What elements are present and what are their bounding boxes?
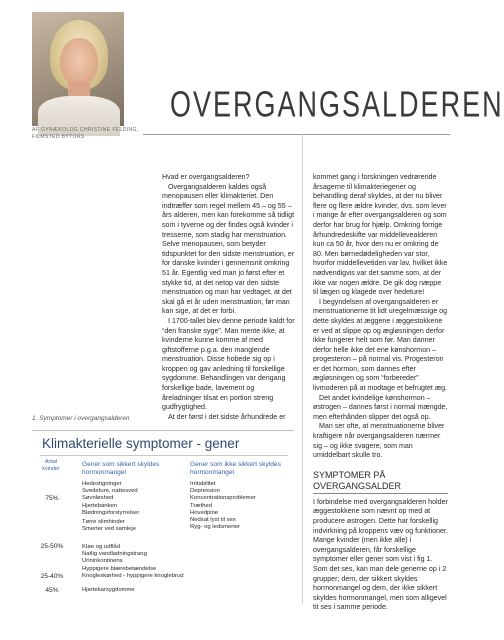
author-byline: AF GYNÆKOLOG CHRISTINE FELDING, FILMSTED BYTORS: [32, 127, 139, 140]
symptom-item: Hjertebanken: [82, 502, 118, 509]
group1-list-e: [82, 587, 282, 594]
page-title: OVERGANGSALDEREN: [170, 84, 504, 125]
symptom-item: Svedeture, nattesved: [82, 488, 138, 495]
pct-25-50: 25-50%: [40, 543, 64, 550]
group2-list: [190, 481, 290, 531]
group1-list-b: [82, 519, 186, 533]
header-group-2: Gener som ikke sikkert skyldes hormonmangel: [190, 461, 281, 476]
article-paragraph: kommet gang i forskningen vedrørende årsagerne til klimakteriegener og behandling deraf skyldes, at der nu bliver flere og flere ældre kvinder, dvs. som lever i mange år efter overgangsalderen og som derfor har brug for hjælp. Omkring forrige århundredeskifte var middellevealderen kun ca 50 år, hvor den nu er omkring de 80. Men børnedødeligheden var stor, hvorfor middellevetiden var lav, hvilket ikke nødvendigvis var det samme som, at der ikke var nogen ældre. De gik dog næppe til lægen og klagede over hedeture!: [313, 173, 448, 297]
symptom-item: Smerter ved samleje: [82, 526, 137, 533]
symptom-item: Tørre slimhinder: [82, 519, 125, 525]
article-paragraph: Det andet kvindelige kønshormon – østrogen – dannes først i normal mængde, men efterhånden slipper det også op.: [313, 393, 448, 421]
symptom-item: Blødningsforstyrrelser: [82, 509, 140, 516]
title-rule: [143, 134, 450, 135]
symptom-item: Nedsat lyst til sex: [190, 517, 236, 524]
group1-list-a: [82, 481, 186, 517]
symptom-item: Depression: [190, 488, 220, 495]
pct-25-40: 25-40%: [40, 573, 64, 580]
photo-face: [60, 38, 98, 86]
symptom-item: Urininkontinens: [82, 558, 123, 565]
article-paragraph: I begyndelsen af overgangsalderen er menstruationerne tit lidt uregelmæssige og dette skyldes at æggene i æggestokkene er ved at slippe op og ægløsningen derfor ikke fungerer helt som før. Man danner derfor helle ikke det ene kønshormon – progesteron – på normal vis. Progesteron er det hormon, som dannes efter ægløsningen og som “forbereder” livmoderen på at modtage et befrugtet æg.: [313, 297, 448, 393]
column-divider: [302, 134, 303, 604]
symptom-item: Træthed: [190, 502, 213, 509]
pct-45: 45%: [45, 587, 59, 594]
symptom-item: Koncentrationsproblemer: [190, 495, 256, 502]
symptom-item: Søvnløshed: [82, 495, 114, 502]
article-paragraph: I forbindelse med overgangsalderen holder æggestokkene som nævnt op med at producere østrogen. Dette har forskellig indvirkning på kroppens væv og funktioner. Mange kvinder (men ikke alle) i overgangsalderen, får forskellige symptomer eller gener som vist i fig 1. Som det ses, kan man dele generne op i 2 grupper; dem, der sikkert skyldes hormonmangel og dem, der ikke sikkert skyldes hormonmangel, men som alligevel tit ses i samme periode.: [313, 497, 448, 612]
symptom-item: Irritabilitet: [190, 481, 216, 487]
article-paragraph: I 1700-tallet blev denne periode kaldt for “den franske syge”. Man mente ikke, at kvinderne kunne komme af med giftstofferne p.g.a. den manglende menstruation. Disse hobede sig op i kroppen og gav anledning til forskellige sygdomme. Behandlingen var dengang forskellige bade, lavement og åreladninger tilsat en portion streng gudfrygtighed.: [162, 316, 295, 412]
symptom-item: Hedestigninger: [82, 481, 122, 487]
author-photo: [32, 12, 124, 126]
figure-caption: 1. Symptomer i overgangsalderen: [32, 415, 130, 422]
group1-list-d: [82, 573, 282, 580]
symptom-item: Hyppigere blærebetændelse: [82, 565, 157, 572]
article-column-1: [162, 173, 295, 422]
symptom-item: Hovedpine: [190, 509, 219, 516]
article-question: Hvad er overgangsalderen?: [162, 173, 250, 181]
pct-75: 75%: [45, 495, 59, 502]
figure-divider: [40, 455, 288, 456]
header-antal: Antal kvinder: [42, 459, 60, 472]
article-column-2: [313, 173, 448, 613]
article-paragraph: Overgangsalderen kaldes også menopausen eller klimakteriet. Den indtræffer som regel mellem 45 – og 55 –års alderen, men kan forekomme så tidligt som i tyverne og der findes også kvinder i tresserne, som stadig har menstruation. Selve menopausen, som betyder tidspunktet for den sidste menstruation, er for danske kvinder i gennemsnit omkring 51 år. Egentlig ved man jo først efter et stykke tid, at det netop var den sidste menstruation og man har vedtaget, at det skal gå et år uden menstruation, før man kan sige, at det er forbi.: [162, 182, 295, 316]
symptom-item: Hjertekarsygdomme: [82, 587, 135, 593]
symptom-item: Natlig vandladningstrang: [82, 551, 147, 558]
article-paragraph: Man ser ofte, at menstruationerne bliver kraftigere når overgangsalderen nærmer sig – og ikke svagere, som man umiddelbart skulle tro.: [313, 422, 445, 460]
symptom-item: Kløe og udflåd: [82, 544, 120, 550]
article-paragraph: At der først i det sidste århundrede er: [168, 412, 286, 421]
section-heading: SYMPTOMER PÅ OVERGANGSALDER: [313, 470, 448, 494]
symptom-item: Knogleskørhed - hyppigere knoglebrud: [82, 573, 184, 579]
header-group-1: Gener som sikkert skyldes hormonmangel: [82, 461, 160, 476]
figure-title: Klimakterielle symptomer - gener: [42, 436, 240, 451]
symptom-item: Ryg- og ledsmerter: [190, 524, 241, 531]
group1-list-c: [82, 544, 186, 573]
symptom-figure: [32, 430, 294, 606]
